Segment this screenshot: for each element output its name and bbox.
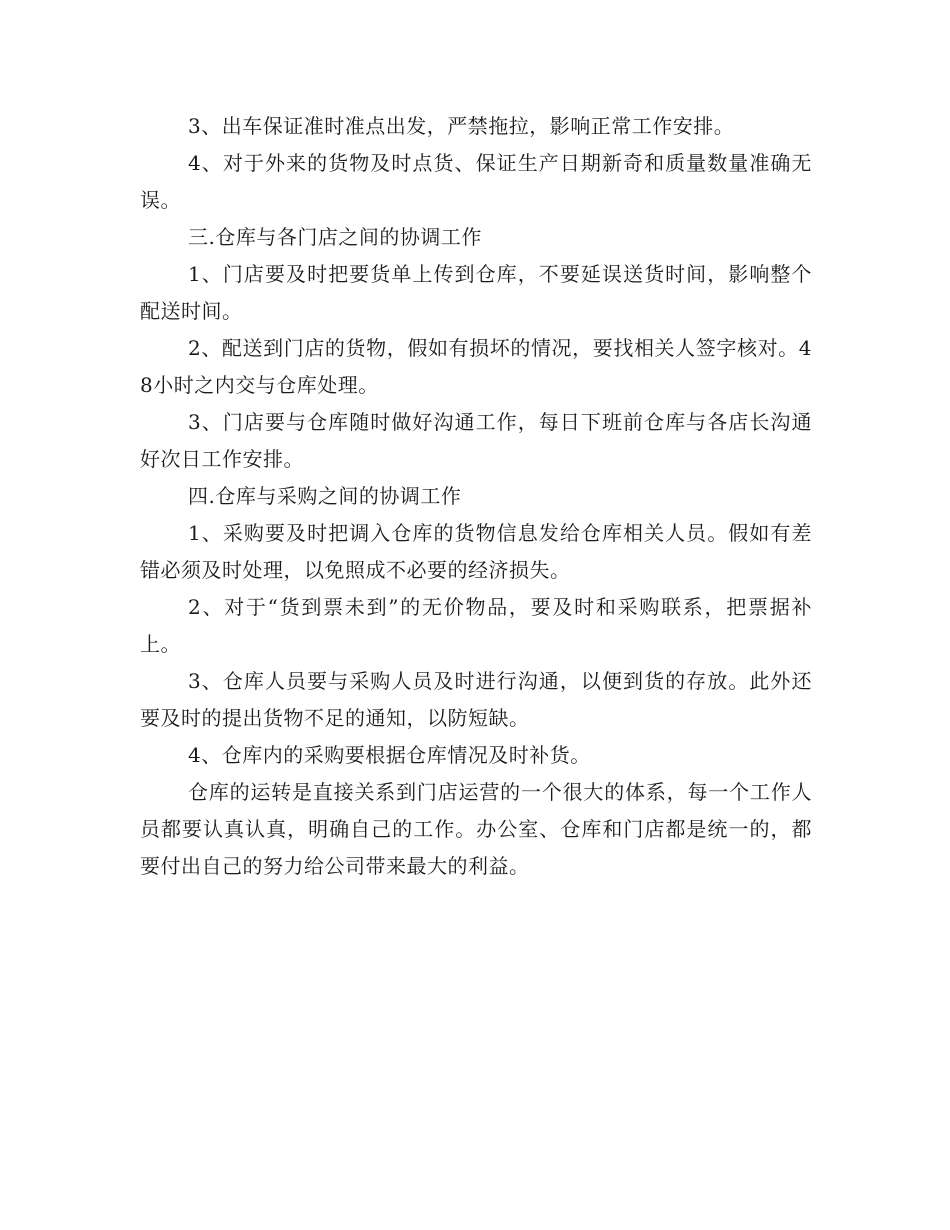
paragraph-item-1-store-order: 1、门店要及时把要货单上传到仓库，不要延误送货时间，影响整个配送时间。 (140, 262, 812, 323)
section-heading-four: 四.仓库与采购之间的协调工作 (188, 484, 462, 508)
paragraph-conclusion: 仓库的运转是直接关系到门店运营的一个很大的体系，每一个工作人员都要认真认真，明确自己的工作。办公室、仓库和门店都是统一的，都要付出自己的努力给公司带来最大的利益。 (140, 780, 812, 878)
paragraph-item-2-damaged-goods: 2、配送到门店的货物，假如有损坏的情况，要找相关人签字核对。48小时之内交与仓库处理。 (140, 336, 812, 397)
paragraph-item-3-communication: 3、门店要与仓库随时做好沟通工作，每日下班前仓库与各店长沟通好次日工作安排。 (140, 410, 812, 471)
section-heading-three: 三.仓库与各门店之间的协调工作 (188, 225, 482, 249)
paragraph-item-4-restock: 4、仓库内的采购要根据仓库情况及时补货。 (188, 743, 591, 767)
paragraph-item-4-goods-check: 4、对于外来的货物及时点货、保证生产日期新奇和质量数量准确无误。 (140, 151, 812, 212)
paragraph-item-1-purchase-info: 1、采购要及时把调入仓库的货物信息发给仓库相关人员。假如有差错必须及时处理，以免照成不必要的经济损失。 (140, 521, 812, 582)
paragraph-item-3-departure: 3、出车保证准时准点出发，严禁拖拉，影响正常工作安排。 (188, 114, 735, 138)
paragraph-item-2-invoice: 2、对于“货到票未到”的无价物品，要及时和采购联系，把票据补上。 (140, 595, 812, 656)
paragraph-item-3-staff-communication: 3、仓库人员要与采购人员及时进行沟通，以便到货的存放。此外还要及时的提出货物不足的通知，以防短缺。 (140, 669, 812, 730)
document-body (140, 108, 812, 885)
